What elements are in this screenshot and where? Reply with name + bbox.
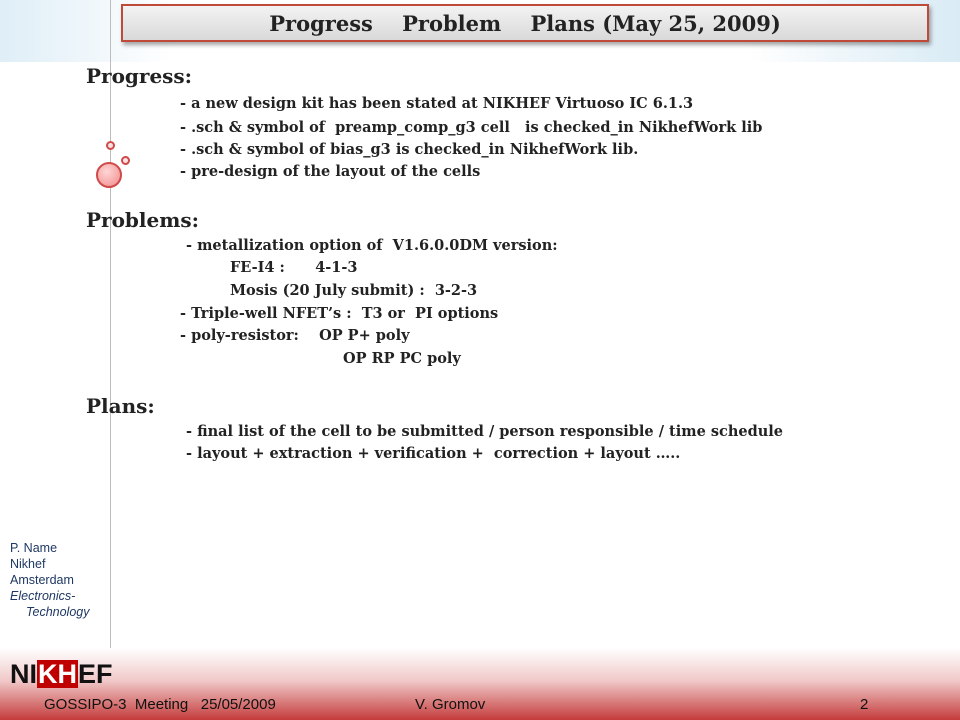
logo-middle: KH	[38, 659, 77, 689]
author-name: P. Name	[10, 541, 58, 555]
dept-line-1: Electronics-	[10, 589, 76, 603]
progress-heading: Progress:	[86, 64, 193, 88]
footer-author: V. Gromov	[415, 696, 486, 713]
progress-item: - pre-design of the layout of the cells	[180, 163, 481, 180]
problem-subitem: FE-I4 : 4-1-3	[230, 259, 358, 276]
plans-item: - final list of the cell to be submitted / person responsible / time schedule	[186, 423, 784, 440]
bubble-small-icon	[121, 156, 130, 165]
problem-item: - poly-resistor: OP P+ poly	[180, 327, 410, 344]
author-city: Amsterdam	[10, 573, 74, 587]
author-dept	[10, 588, 89, 604]
progress-item: - .sch & symbol of preamp_comp_g3 cell is checked_in NikhefWork lib	[180, 119, 763, 136]
slide-title: Progress Problem Plans (May 25, 2009)	[269, 10, 781, 36]
problem-subitem: OP RP PC poly	[343, 350, 461, 367]
author-org: Nikhef	[10, 557, 46, 571]
footer-meeting: GOSSIPO-3 Meeting 25/05/2009	[44, 696, 276, 713]
logo-right: EF	[78, 658, 113, 689]
problem-subitem: Mosis (20 July submit) : 3-2-3	[230, 282, 478, 299]
problem-item: - Triple-well NFET’s : T3 or PI options	[180, 305, 499, 322]
plans-item: - layout + extraction + verification + correction + layout …..	[186, 445, 681, 462]
author-sidebar	[10, 540, 89, 620]
progress-item: - .sch & symbol of bias_g3 is checked_in NikhefWork lib.	[180, 141, 639, 158]
logo-left: NI	[10, 658, 37, 689]
plans-heading: Plans:	[86, 394, 155, 418]
progress-item: - a new design kit has been stated at NIKHEF Virtuoso IC 6.1.3	[180, 95, 694, 112]
bubble-small-icon	[106, 141, 115, 150]
nikhef-logo	[10, 660, 113, 688]
problem-item: - metallization option of V1.6.0.0DM version:	[186, 237, 558, 254]
bubble-large-icon	[96, 162, 122, 188]
title-banner	[121, 4, 929, 42]
divider-line	[110, 0, 111, 650]
dept-line-2: Technology	[26, 605, 90, 619]
problems-heading: Problems:	[86, 208, 200, 232]
footer-page-number: 2	[860, 696, 869, 713]
author-dept-2	[10, 604, 89, 620]
